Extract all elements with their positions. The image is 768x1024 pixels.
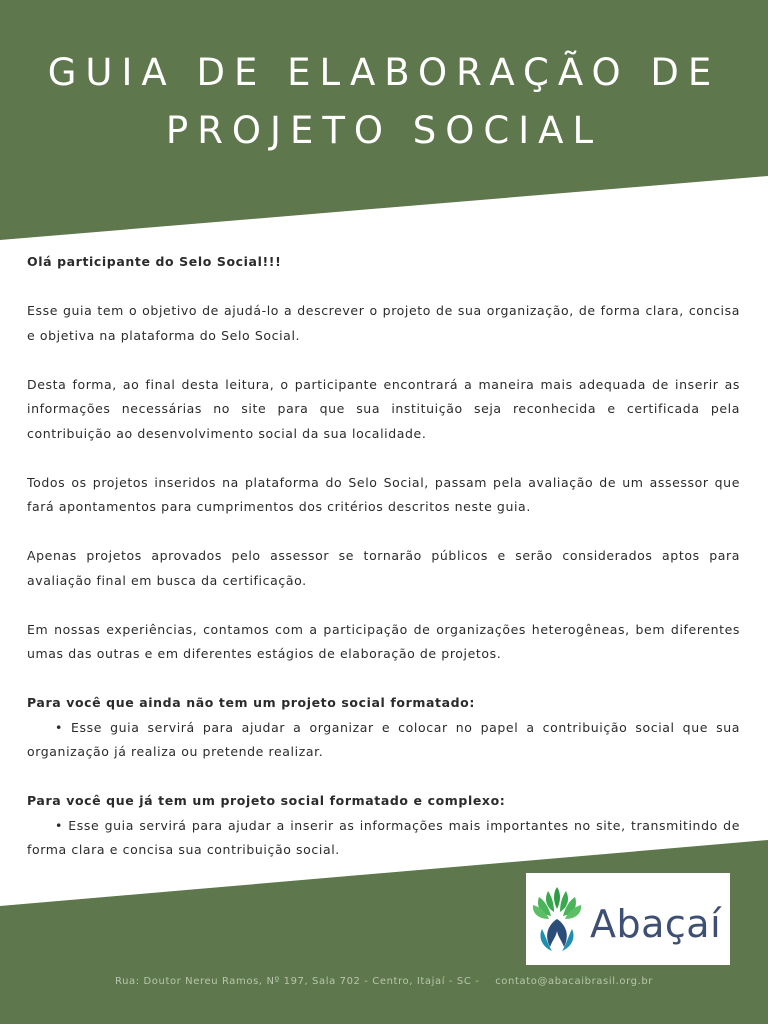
section-heading-no-project: Para você que ainda não tem um projeto social formatado: <box>27 695 475 710</box>
abacai-logo <box>526 873 730 965</box>
greeting: Olá participante do Selo Social!!! <box>27 254 282 269</box>
document-body <box>27 250 740 887</box>
footer-email[interactable]: contato@abacaibrasil.org.br <box>495 976 654 987</box>
document-title <box>0 44 768 160</box>
paragraph-reading: Desta forma, ao final desta leitura, o participante encontrará a maneira mais adequada de inserir as informações necessárias no site para que sua instituição seja reconhecida e certificada pela contribuição ao desenvolvimento social da sua localidade. <box>27 376 740 441</box>
green-lotus-leaves-icon <box>530 879 584 959</box>
paragraph-objective: Esse guia tem o objetivo de ajudá-lo a descrever o projeto de sua organização, de forma clara, concisa e objetiva na plataforma do Selo Social. <box>27 303 740 343</box>
paragraph-experiences: Em nossas experiências, contamos com a participação de organizações heterogêneas, bem diferentes umas das outras e em diferentes estágios de elaboração de projetos. <box>27 621 740 661</box>
paragraph-evaluation: Todos os projetos inseridos na plataforma do Selo Social, passam pela avaliação de um assessor que fará apontamentos para cumprimentos dos critérios descritos neste guia. <box>27 474 740 514</box>
footer-address: Rua: Doutor Nereu Ramos, Nº 197, Sala 702 - Centro, Itajaí - SC - <box>114 976 480 987</box>
footer-contact <box>0 976 768 987</box>
paragraph-approval: Apenas projetos aprovados pelo assessor se tornarão públicos e serão considerados aptos para avaliação final em busca da certificação. <box>27 548 740 588</box>
section-heading-complex-project: Para você que já tem um projeto social formatado e complexo: <box>27 793 506 808</box>
bullet-no-project: • Esse guia servirá para ajudar a organizar e colocar no papel a contribuição social que sua organização já realiza ou pretende realizar. <box>27 719 740 759</box>
title-line-2: PROJETO SOCIAL <box>165 109 603 152</box>
bullet-complex-project: • Esse guia servirá para ajudar a inserir as informações mais importantes no site, transmitindo de forma clara e concisa sua contribuição social. <box>27 817 740 857</box>
title-line-1: GUIA DE ELABORAÇÃO DE <box>47 51 721 94</box>
logo-wordmark: Abaçaí <box>590 902 722 946</box>
